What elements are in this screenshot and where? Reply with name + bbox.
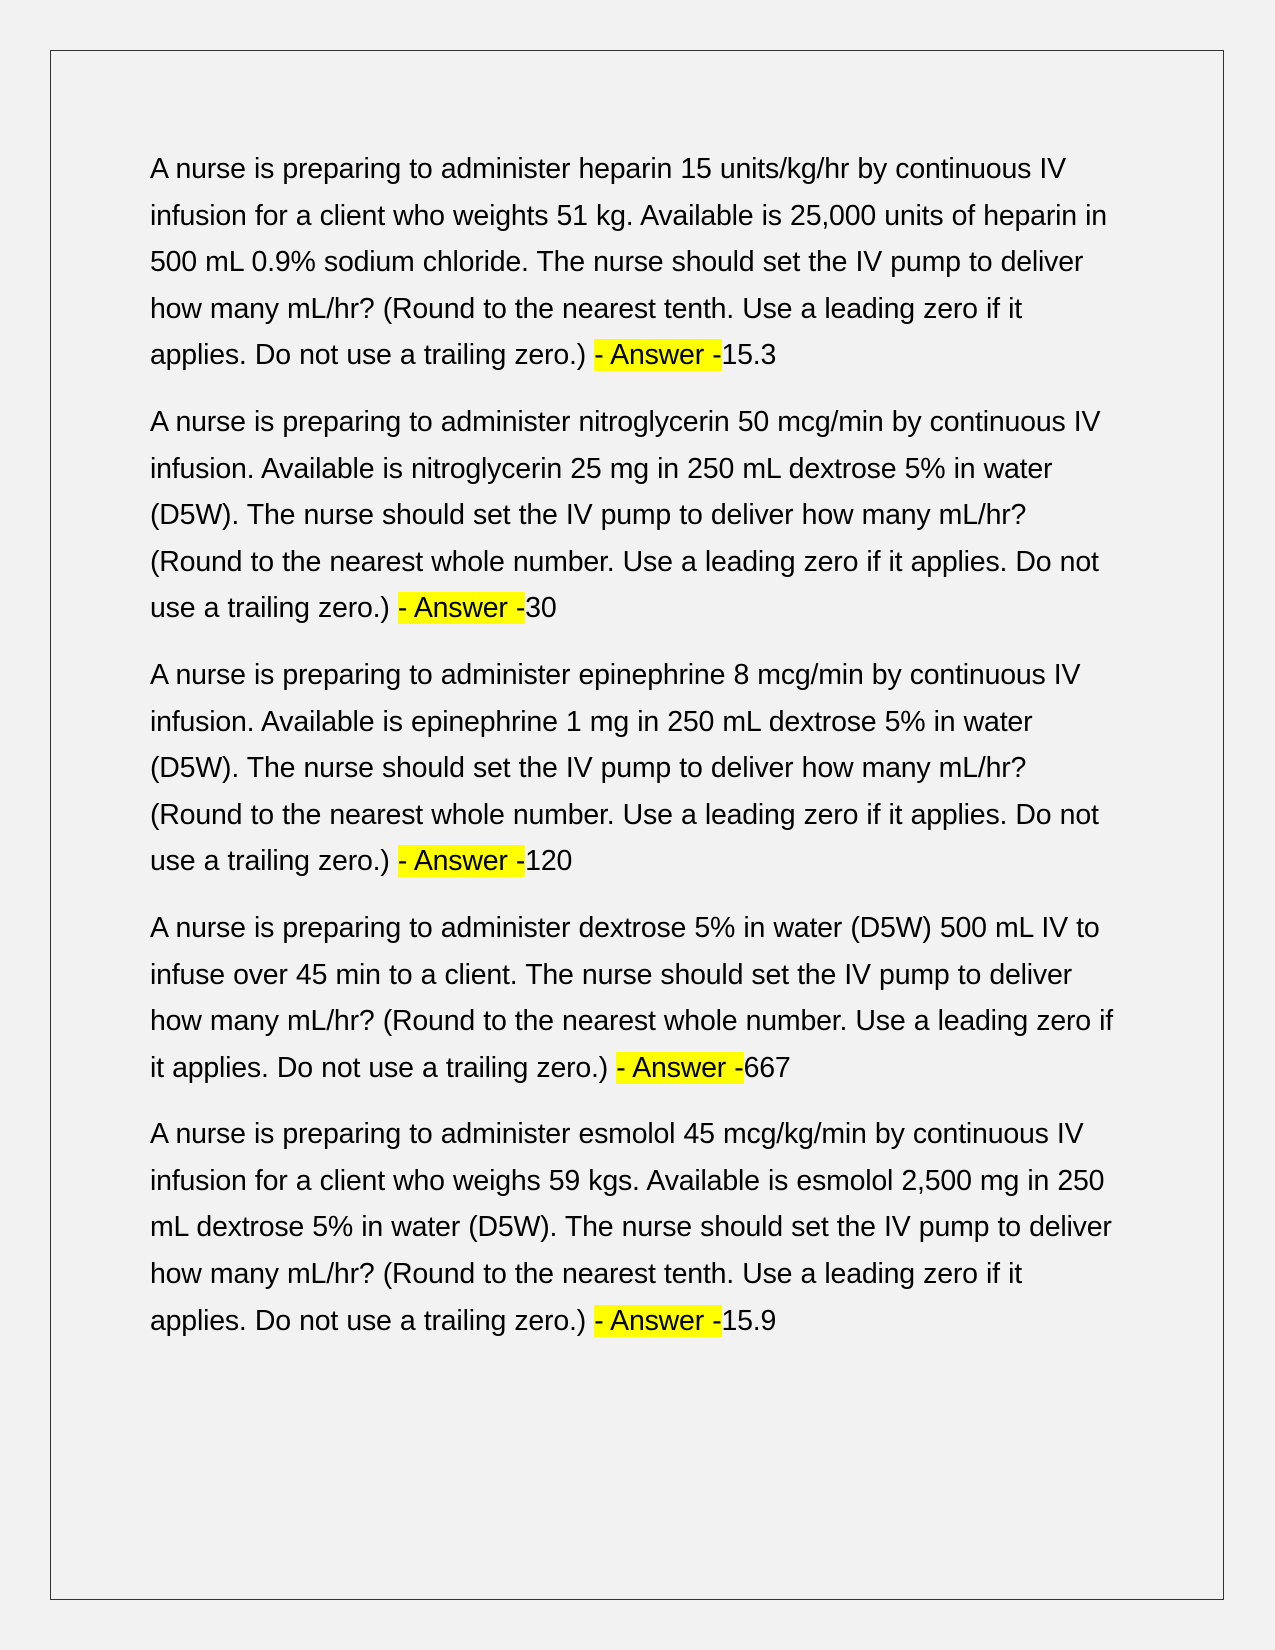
answer-marker: - Answer - (397, 592, 526, 625)
answer-value: 30 (525, 592, 557, 625)
answer-value: 667 (743, 1051, 791, 1084)
answer-value: 120 (525, 845, 573, 878)
answer-value: 15.3 (721, 339, 777, 372)
answer-marker: - Answer - (594, 1304, 722, 1337)
answer-value: 15.9 (721, 1304, 777, 1337)
answer-marker: - Answer - (594, 339, 722, 372)
question-item (150, 146, 1125, 379)
question-text: A nurse is preparing to administer esmolol 45 mcg/kg/min by continuous IV infusion for a client who weighs 59 kgs. Available is esmolol 2,500 mg in 250 mL dextrose 5% in water (D5W). The nurse should set the IV pump to deliver how many mL/hr? (Round to the nearest tenth. Use a leading zero if it applies. Do not use a trailing zero.) (150, 1118, 1112, 1337)
question-text: A nurse is preparing to administer dextrose 5% in water (D5W) 500 mL IV to infuse over 45 min to a client. The nurse should set the IV pump to deliver how many mL/hr? (Round to the nearest whole number. Use a leading zero if it applies. Do not use a trailing zero.) (150, 911, 1114, 1084)
question-item (150, 1111, 1125, 1344)
answer-marker: - Answer - (616, 1051, 744, 1084)
answer-marker: - Answer - (397, 845, 526, 878)
document-content (150, 146, 1125, 1364)
question-item (150, 905, 1125, 1091)
question-item (150, 399, 1125, 632)
question-text: A nurse is preparing to administer heparin 15 units/kg/hr by continuous IV infusion for a client who weights 51 kg. Available is 25,000 units of heparin in 500 mL 0.9% sodium chloride. The nurse should set the IV pump to deliver how many mL/hr? (Round to the nearest tenth. Use a leading zero if it applies. Do not use a trailing zero.) (150, 153, 1107, 372)
question-text: A nurse is preparing to administer nitroglycerin 50 mcg/min by continuous IV infusion. Available is nitroglycerin 25 mg in 250 mL dextrose 5% in water (D5W). The nurse should set the IV pump to deliver how many mL/hr? (Round to the nearest whole number. Use a leading zero if it applies. Do not use a trailing zero.) (150, 405, 1101, 625)
question-item (150, 652, 1125, 885)
question-text: A nurse is preparing to administer epinephrine 8 mcg/min by continuous IV infusion. Available is epinephrine 1 mg in 250 mL dextrose 5% in water (D5W). The nurse should set the IV pump to deliver how many mL/hr? (Round to the nearest whole number. Use a leading zero if it applies. Do not use a trailing zero.) (150, 658, 1099, 878)
